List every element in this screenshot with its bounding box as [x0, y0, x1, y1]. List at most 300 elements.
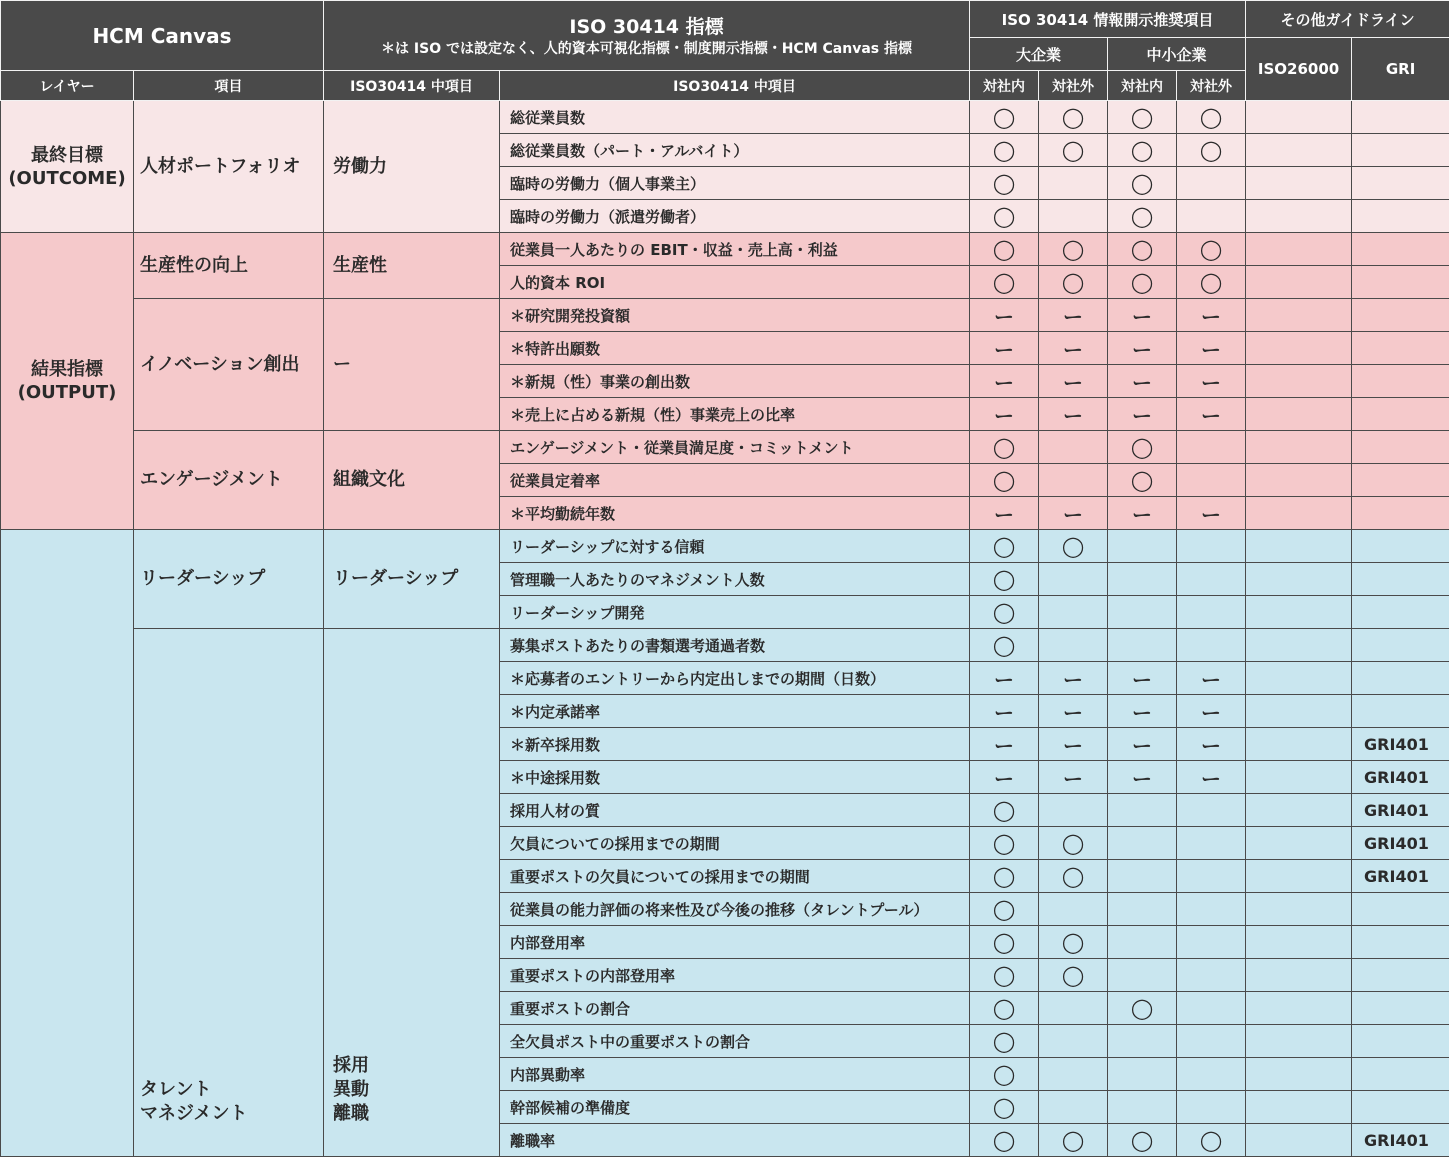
iso26000-cell	[1246, 431, 1352, 464]
sme-internal-mark	[1108, 431, 1177, 464]
indicator-name: 人的資本 ROI	[500, 266, 970, 299]
layer-outcome: 最終目標 (OUTCOME)	[1, 101, 134, 233]
large-internal-header: 対社内	[970, 71, 1039, 101]
gri-cell	[1352, 695, 1449, 728]
indicator-name: 総従業員数（パート・アルバイト）	[500, 134, 970, 167]
large-internal-mark	[970, 134, 1039, 167]
dash-mark: ー	[1063, 337, 1084, 362]
item-leadership: リーダーシップ	[134, 530, 324, 629]
sme-internal-mark	[1108, 728, 1177, 761]
item-column-header: 項目	[134, 71, 324, 101]
indicator-name: リーダーシップに対する信頼	[500, 530, 970, 563]
indicator-name: 従業員の能力評価の将来性及び今後の推移（タレントプール）	[500, 893, 970, 926]
large-internal-mark	[970, 464, 1039, 497]
gri-cell	[1352, 365, 1449, 398]
circle-mark: ◯	[1130, 468, 1154, 492]
large-internal-mark	[970, 695, 1039, 728]
large-external-mark	[1039, 1091, 1108, 1124]
large-external-mark	[1039, 530, 1108, 563]
circle-mark: ◯	[1199, 1128, 1223, 1152]
large-external-mark	[1039, 629, 1108, 662]
large-internal-mark	[970, 926, 1039, 959]
category-culture: 組織文化	[324, 431, 500, 530]
sme-internal-mark	[1108, 563, 1177, 596]
category-leadership: リーダーシップ	[324, 530, 500, 629]
sme-internal-mark	[1108, 827, 1177, 860]
sme-internal-mark	[1108, 464, 1177, 497]
layer-empty	[1, 530, 134, 1157]
dash-mark: ー	[1132, 733, 1153, 758]
item-engagement: エンゲージメント	[134, 431, 324, 530]
gri-cell	[1352, 1025, 1449, 1058]
sme-internal-mark	[1108, 233, 1177, 266]
sme-external-mark	[1177, 134, 1246, 167]
circle-mark: ◯	[1199, 270, 1223, 294]
large-external-mark	[1039, 497, 1108, 530]
sme-internal-mark	[1108, 200, 1177, 233]
category-recruit-transfer-turnover: 採用 異動 離職	[324, 629, 500, 1157]
gri-cell	[1352, 563, 1449, 596]
gri-cell: GRI401	[1352, 1124, 1449, 1157]
gri-cell	[1352, 893, 1449, 926]
sme-external-header: 対社外	[1177, 71, 1246, 101]
sme-external-mark	[1177, 1025, 1246, 1058]
large-external-mark	[1039, 926, 1108, 959]
dash-mark: ー	[1132, 337, 1153, 362]
iso26000-cell	[1246, 695, 1352, 728]
circle-mark: ◯	[1061, 930, 1085, 954]
large-internal-mark	[970, 1091, 1039, 1124]
iso26000-cell	[1246, 596, 1352, 629]
sme-internal-mark	[1108, 299, 1177, 332]
dash-mark: ー	[1063, 667, 1084, 692]
large-external-mark	[1039, 299, 1108, 332]
circle-mark: ◯	[992, 105, 1016, 129]
gri-cell: GRI401	[1352, 761, 1449, 794]
dash-mark: ー	[994, 403, 1015, 428]
sme-internal-mark	[1108, 398, 1177, 431]
table-row	[1, 431, 1449, 464]
dash-mark: ー	[994, 337, 1015, 362]
gri-cell: GRI401	[1352, 794, 1449, 827]
iso26000-cell	[1246, 992, 1352, 1025]
gri-cell: GRI401	[1352, 827, 1449, 860]
indicator-name: ＊中途採用数	[500, 761, 970, 794]
indicator-name: 欠員についての採用までの期間	[500, 827, 970, 860]
large-internal-mark	[970, 332, 1039, 365]
table-row	[1, 101, 1449, 134]
disclosure-header: ISO 30414 情報開示推奨項目	[970, 1, 1246, 38]
large-external-mark	[1039, 167, 1108, 200]
large-internal-mark	[970, 893, 1039, 926]
large-external-mark	[1039, 266, 1108, 299]
sme-internal-mark	[1108, 1091, 1177, 1124]
circle-mark: ◯	[992, 468, 1016, 492]
indicator-name: 臨時の労働力（個人事業主）	[500, 167, 970, 200]
iso26000-cell	[1246, 365, 1352, 398]
large-external-mark	[1039, 959, 1108, 992]
indicator-name: ＊平均勤続年数	[500, 497, 970, 530]
iso26000-cell	[1246, 1058, 1352, 1091]
sme-internal-mark	[1108, 629, 1177, 662]
sme-external-mark	[1177, 233, 1246, 266]
indicator-name: 採用人材の質	[500, 794, 970, 827]
circle-mark: ◯	[1061, 864, 1085, 888]
dash-mark: ー	[1063, 700, 1084, 725]
iso26000-cell	[1246, 497, 1352, 530]
table-row	[1, 299, 1449, 332]
sme-internal-mark	[1108, 266, 1177, 299]
indicator-name: 重要ポストの内部登用率	[500, 959, 970, 992]
iso26000-cell	[1246, 299, 1352, 332]
iso26000-cell	[1246, 398, 1352, 431]
large-internal-mark	[970, 794, 1039, 827]
iso26000-header: ISO26000	[1246, 38, 1352, 101]
dash-mark: ー	[1132, 700, 1153, 725]
sme-internal-mark	[1108, 761, 1177, 794]
large-external-mark	[1039, 101, 1108, 134]
iso26000-cell	[1246, 893, 1352, 926]
sme-external-mark	[1177, 431, 1246, 464]
circle-mark: ◯	[992, 567, 1016, 591]
large-external-mark	[1039, 728, 1108, 761]
sme-internal-mark	[1108, 662, 1177, 695]
gri-cell	[1352, 662, 1449, 695]
large-external-mark	[1039, 1025, 1108, 1058]
circle-mark: ◯	[992, 237, 1016, 261]
sme-internal-mark	[1108, 134, 1177, 167]
circle-mark: ◯	[1061, 963, 1085, 987]
dash-mark: ー	[1201, 370, 1222, 395]
category-labor: 労働力	[324, 101, 500, 233]
circle-mark: ◯	[1199, 237, 1223, 261]
sme-external-mark	[1177, 200, 1246, 233]
sme-external-mark	[1177, 299, 1246, 332]
circle-mark: ◯	[992, 798, 1016, 822]
large-external-mark	[1039, 1124, 1108, 1157]
sme-internal-mark	[1108, 695, 1177, 728]
sme-external-mark	[1177, 167, 1246, 200]
gri-cell	[1352, 596, 1449, 629]
indicator-name: 重要ポストの欠員についての採用までの期間	[500, 860, 970, 893]
large-external-mark	[1039, 233, 1108, 266]
circle-mark: ◯	[992, 138, 1016, 162]
circle-mark: ◯	[1130, 204, 1154, 228]
circle-mark: ◯	[992, 1029, 1016, 1053]
sme-external-mark	[1177, 464, 1246, 497]
circle-mark: ◯	[1061, 138, 1085, 162]
circle-mark: ◯	[992, 633, 1016, 657]
indicator-name: 離職率	[500, 1124, 970, 1157]
circle-mark: ◯	[992, 1062, 1016, 1086]
large-company-header: 大企業	[970, 38, 1108, 71]
large-internal-mark	[970, 167, 1039, 200]
circle-mark: ◯	[1061, 105, 1085, 129]
dash-mark: ー	[1201, 403, 1222, 428]
sme-external-mark	[1177, 530, 1246, 563]
circle-mark: ◯	[992, 534, 1016, 558]
large-external-mark	[1039, 596, 1108, 629]
iso26000-cell	[1246, 926, 1352, 959]
large-internal-mark	[970, 992, 1039, 1025]
sme-external-mark	[1177, 926, 1246, 959]
dash-mark: ー	[1201, 667, 1222, 692]
indicator-name: 募集ポストあたりの書類選考通過者数	[500, 629, 970, 662]
circle-mark: ◯	[992, 435, 1016, 459]
indicator-name: ＊特許出願数	[500, 332, 970, 365]
iso-indicator-header	[324, 1, 970, 71]
large-external-mark	[1039, 794, 1108, 827]
sme-internal-mark	[1108, 1058, 1177, 1091]
gri-cell	[1352, 398, 1449, 431]
gri-cell	[1352, 101, 1449, 134]
hcm-canvas-header: HCM Canvas	[1, 1, 324, 71]
large-external-mark	[1039, 893, 1108, 926]
large-internal-mark	[970, 398, 1039, 431]
gri-cell: GRI401	[1352, 728, 1449, 761]
iso26000-cell	[1246, 662, 1352, 695]
iso26000-cell	[1246, 464, 1352, 497]
dash-mark: ー	[994, 502, 1015, 527]
large-external-mark	[1039, 992, 1108, 1025]
iso26000-cell	[1246, 728, 1352, 761]
dash-mark: ー	[1201, 733, 1222, 758]
dash-mark: ー	[994, 733, 1015, 758]
sme-external-mark	[1177, 332, 1246, 365]
indicator-name: 管理職一人あたりのマネジメント人数	[500, 563, 970, 596]
dash-mark: ー	[1063, 304, 1084, 329]
sme-external-mark	[1177, 101, 1246, 134]
circle-mark: ◯	[992, 963, 1016, 987]
dash-mark: ー	[1063, 733, 1084, 758]
sme-internal-mark	[1108, 959, 1177, 992]
sme-internal-mark	[1108, 992, 1177, 1025]
circle-mark: ◯	[1130, 138, 1154, 162]
sme-internal-mark	[1108, 893, 1177, 926]
circle-mark: ◯	[1061, 270, 1085, 294]
sme-internal-mark	[1108, 596, 1177, 629]
large-internal-mark	[970, 761, 1039, 794]
iso26000-cell	[1246, 629, 1352, 662]
large-internal-mark	[970, 431, 1039, 464]
large-external-mark	[1039, 662, 1108, 695]
dash-mark: ー	[1063, 502, 1084, 527]
indicator-name: 臨時の労働力（派遣労働者）	[500, 200, 970, 233]
circle-mark: ◯	[1130, 105, 1154, 129]
sme-external-mark	[1177, 728, 1246, 761]
circle-mark: ◯	[1130, 237, 1154, 261]
large-internal-mark	[970, 596, 1039, 629]
table-body	[1, 101, 1449, 1157]
sme-external-mark	[1177, 794, 1246, 827]
large-external-mark	[1039, 134, 1108, 167]
circle-mark: ◯	[1130, 996, 1154, 1020]
sme-external-mark	[1177, 662, 1246, 695]
iso26000-cell	[1246, 233, 1352, 266]
gri-cell	[1352, 959, 1449, 992]
gri-cell	[1352, 233, 1449, 266]
sme-internal-mark	[1108, 332, 1177, 365]
large-internal-mark	[970, 662, 1039, 695]
large-internal-mark	[970, 299, 1039, 332]
indicator-name: 全欠員ポスト中の重要ポストの割合	[500, 1025, 970, 1058]
iso-mid-column-header: ISO30414 中項目	[324, 71, 500, 101]
iso26000-cell	[1246, 563, 1352, 596]
sme-internal-mark	[1108, 530, 1177, 563]
large-internal-mark	[970, 1025, 1039, 1058]
layer-output: 結果指標 (OUTPUT)	[1, 233, 134, 530]
dash-mark: ー	[1201, 337, 1222, 362]
dash-mark: ー	[1063, 370, 1084, 395]
indicator-name: 従業員定着率	[500, 464, 970, 497]
gri-cell	[1352, 926, 1449, 959]
sme-internal-mark	[1108, 926, 1177, 959]
iso26000-cell	[1246, 827, 1352, 860]
gri-header: GRI	[1352, 38, 1449, 101]
sme-internal-mark	[1108, 365, 1177, 398]
indicator-name: ＊研究開発投資額	[500, 299, 970, 332]
circle-mark: ◯	[1199, 105, 1223, 129]
circle-mark: ◯	[992, 171, 1016, 195]
gri-cell	[1352, 299, 1449, 332]
large-external-mark	[1039, 200, 1108, 233]
iso26000-cell	[1246, 1091, 1352, 1124]
iso26000-cell	[1246, 332, 1352, 365]
gri-cell	[1352, 1058, 1449, 1091]
indicator-name: 従業員一人あたりの EBIT・収益・売上高・利益	[500, 233, 970, 266]
item-talent-management: タレント マネジメント	[134, 629, 324, 1157]
large-internal-mark	[970, 530, 1039, 563]
large-external-mark	[1039, 695, 1108, 728]
large-internal-mark	[970, 101, 1039, 134]
sme-external-mark	[1177, 365, 1246, 398]
iso-title: ISO 30414 指標	[569, 15, 724, 38]
gri-cell	[1352, 530, 1449, 563]
dash-mark: ー	[994, 304, 1015, 329]
sme-internal-mark	[1108, 1025, 1177, 1058]
table-row	[1, 629, 1449, 662]
large-external-mark	[1039, 365, 1108, 398]
dash-mark: ー	[1063, 403, 1084, 428]
gri-cell	[1352, 629, 1449, 662]
dash-mark: ー	[1132, 667, 1153, 692]
large-internal-mark	[970, 1124, 1039, 1157]
sme-external-mark	[1177, 860, 1246, 893]
circle-mark: ◯	[1061, 831, 1085, 855]
sme-external-mark	[1177, 1124, 1246, 1157]
sme-internal-mark	[1108, 167, 1177, 200]
large-external-mark	[1039, 1058, 1108, 1091]
category-none: ー	[324, 299, 500, 431]
large-internal-mark	[970, 233, 1039, 266]
circle-mark: ◯	[1061, 237, 1085, 261]
circle-mark: ◯	[992, 600, 1016, 624]
large-internal-mark	[970, 1058, 1039, 1091]
circle-mark: ◯	[992, 831, 1016, 855]
indicator-name: リーダーシップ開発	[500, 596, 970, 629]
circle-mark: ◯	[1061, 534, 1085, 558]
sme-external-mark	[1177, 563, 1246, 596]
sme-external-mark	[1177, 266, 1246, 299]
sme-external-mark	[1177, 827, 1246, 860]
large-internal-mark	[970, 827, 1039, 860]
sme-header: 中小企業	[1108, 38, 1246, 71]
large-external-mark	[1039, 332, 1108, 365]
dash-mark: ー	[994, 766, 1015, 791]
dash-mark: ー	[994, 370, 1015, 395]
gri-cell	[1352, 134, 1449, 167]
circle-mark: ◯	[1130, 1128, 1154, 1152]
large-external-mark	[1039, 827, 1108, 860]
dash-mark: ー	[1132, 304, 1153, 329]
indicator-name: エンゲージメント・従業員満足度・コミットメント	[500, 431, 970, 464]
iso26000-cell	[1246, 1025, 1352, 1058]
sme-external-mark	[1177, 959, 1246, 992]
other-guideline-header: その他ガイドライン	[1246, 1, 1449, 38]
circle-mark: ◯	[992, 1095, 1016, 1119]
large-internal-mark	[970, 860, 1039, 893]
iso-mid-column-header-2: ISO30414 中項目	[500, 71, 970, 101]
large-internal-mark	[970, 365, 1039, 398]
gri-cell	[1352, 332, 1449, 365]
sme-internal-mark	[1108, 497, 1177, 530]
circle-mark: ◯	[1130, 435, 1154, 459]
gri-cell	[1352, 497, 1449, 530]
gri-cell	[1352, 431, 1449, 464]
table-row	[1, 233, 1449, 266]
sme-external-mark	[1177, 596, 1246, 629]
dash-mark: ー	[1201, 304, 1222, 329]
indicator-name: 重要ポストの割合	[500, 992, 970, 1025]
indicator-name: ＊新卒採用数	[500, 728, 970, 761]
table-header	[1, 1, 1449, 101]
dash-mark: ー	[994, 667, 1015, 692]
sme-internal-mark	[1108, 860, 1177, 893]
iso26000-cell	[1246, 959, 1352, 992]
gri-cell	[1352, 464, 1449, 497]
large-internal-mark	[970, 728, 1039, 761]
iso26000-cell	[1246, 1124, 1352, 1157]
iso26000-cell	[1246, 266, 1352, 299]
large-internal-mark	[970, 959, 1039, 992]
iso26000-cell	[1246, 530, 1352, 563]
large-external-mark	[1039, 860, 1108, 893]
circle-mark: ◯	[1130, 171, 1154, 195]
dash-mark: ー	[1201, 766, 1222, 791]
circle-mark: ◯	[992, 270, 1016, 294]
indicator-name: ＊新規（性）事業の創出数	[500, 365, 970, 398]
layer-column-header: レイヤー	[1, 71, 134, 101]
indicator-name: 幹部候補の準備度	[500, 1091, 970, 1124]
dash-mark: ー	[1063, 766, 1084, 791]
dash-mark: ー	[1132, 502, 1153, 527]
item-talent-portfolio: 人材ポートフォリオ	[134, 101, 324, 233]
gri-cell	[1352, 1091, 1449, 1124]
indicator-name: 内部異動率	[500, 1058, 970, 1091]
gri-cell	[1352, 200, 1449, 233]
gri-cell	[1352, 266, 1449, 299]
indicator-name: 総従業員数	[500, 101, 970, 134]
dash-mark: ー	[1132, 370, 1153, 395]
iso26000-cell	[1246, 860, 1352, 893]
sme-internal-mark	[1108, 794, 1177, 827]
large-external-header: 対社外	[1039, 71, 1108, 101]
iso26000-cell	[1246, 134, 1352, 167]
large-external-mark	[1039, 563, 1108, 596]
large-internal-mark	[970, 497, 1039, 530]
large-internal-mark	[970, 629, 1039, 662]
large-external-mark	[1039, 761, 1108, 794]
